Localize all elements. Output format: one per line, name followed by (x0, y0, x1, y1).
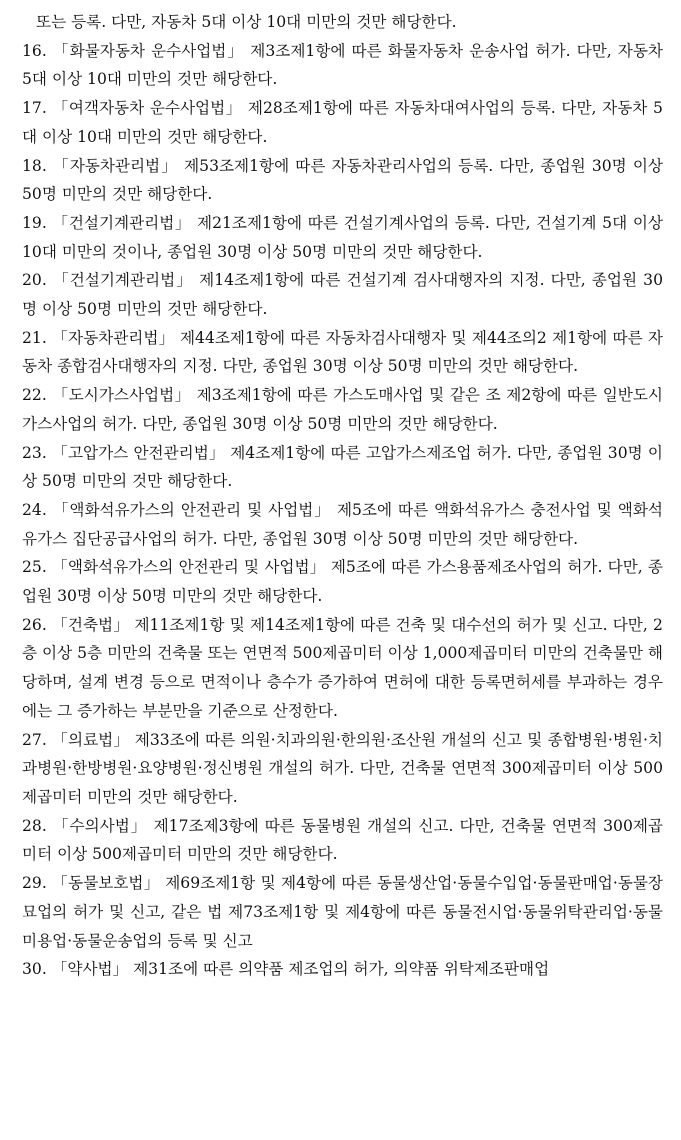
list-item-28 (22, 812, 663, 869)
item-number: 28. (22, 816, 47, 835)
item-number: 20. (22, 271, 47, 290)
list-item-20 (22, 266, 663, 323)
list-item-18 (22, 152, 663, 209)
list-item-19 (22, 209, 663, 266)
item-number: 29. (22, 874, 47, 893)
item-text: 「액화석유가스의 안전관리 및 사업법」 제5조에 따른 가스용품제조사업의 허가. 다만, 종업원 30명 이상 50명 미만의 것만 해당한다. (22, 558, 664, 606)
item-number: 17. (22, 99, 47, 118)
item-text: 「고압가스 안전관리법」 제4조제1항에 따른 고압가스제조업 허가. 다만, 종업원 30명 이상 50명 미만의 것만 해당한다. (22, 443, 663, 491)
list-item-23 (22, 439, 663, 496)
item-number: 30. (22, 960, 47, 979)
item-text: 「액화석유가스의 안전관리 및 사업법」 제5조에 따른 액화석유가스 충전사업 및 액화석유가스 집단공급사업의 허가. 다만, 종업원 30명 이상 50명 미만의 것만 해당한다. (22, 500, 663, 548)
list-item-17 (22, 94, 663, 151)
list-item-26 (22, 611, 663, 726)
item-number: 23. (22, 443, 47, 462)
list-item-25 (22, 553, 663, 610)
item-text: 「도시가스사업법」 제3조제1항에 따른 가스도매사업 및 같은 조 제2항에 따른 일반도시가스사업의 허가. 다만, 종업원 30명 이상 50명 미만의 것만 해당한다. (22, 386, 663, 433)
list-item-16 (22, 37, 663, 94)
item-text: 또는 등록. 다만, 자동차 5대 이상 10대 미만의 것만 해당한다. (36, 13, 457, 31)
list-item-24 (22, 496, 663, 553)
list-item-22 (22, 381, 663, 438)
item-text: 「의료법」 제33조에 따른 의원·치과의원·한의원·조산원 개설의 신고 및 종합병원·병원·치과병원·한방병원·요양병원·정신병원 개설의 허가. 다만, 건축물 연면적 300제곱미터 이상 500제곱미터 미만의 것만 해당한다. (22, 730, 663, 806)
list-item-21 (22, 324, 663, 381)
item-text: 「건축법」 제11조제1항 및 제14조제1항에 따른 건축 및 대수선의 허가 및 신고. 다만, 2층 이상 5층 미만의 건축물 또는 연면적 500제곱미터 이상 1,000제곱미터 미만의 건축물만 해당하며, 설계 변경 등으로 면적이나 층수가 증가하여 면허에 대한 등록면허세를 부과하는 경우에는 그 증가하는 부분만을 기준으로 산정한다. (22, 615, 663, 720)
list-item-29 (22, 869, 663, 955)
item-number: 22. (22, 386, 47, 405)
list-item-27 (22, 726, 663, 812)
item-text: 「동물보호법」 제69조제1항 및 제4항에 따른 동물생산업·동물수입업·동물판매업·동물장묘업의 허가 및 신고, 같은 법 제73조제1항 및 제4항에 따른 동물전시업·동물위탁관리업·동물미용업·동물운송업의 등록 및 신고 (22, 874, 663, 950)
item-text: 「자동차관리법」 제44조제1항에 따른 자동차검사대행자 및 제44조의2 제1항에 따른 자동차 종합검사대행자의 지정. 다만, 종업원 30명 이상 50명 미만의 것만 해당한다. (22, 328, 663, 376)
item-number: 24. (22, 500, 47, 519)
item-number: 16. (22, 41, 47, 60)
item-text: 「자동차관리법」 제53조제1항에 따른 자동차관리사업의 등록. 다만, 종업원 30명 이상 50명 미만의 것만 해당한다. (22, 156, 663, 204)
item-text: 「수의사법」 제17조제3항에 따른 동물병원 개설의 신고. 다만, 건축물 연면적 300제곱미터 이상 500제곱미터 미만의 것만 해당한다. (22, 816, 663, 864)
item-number: 21. (22, 328, 47, 347)
item-number: 25. (22, 558, 47, 577)
item-text: 「건설기계관리법」 제21조제1항에 따른 건설기계사업의 등록. 다만, 건설기계 5대 이상 10대 미만의 것이나, 종업원 30명 이상 50명 미만의 것만 해당한다. (22, 213, 663, 261)
item-number: 18. (22, 156, 47, 175)
list-item-30 (22, 955, 663, 984)
list-item-continuation (22, 8, 663, 37)
item-number: 26. (22, 615, 47, 634)
item-number: 27. (22, 730, 47, 749)
item-number: 19. (22, 213, 47, 232)
item-text: 「화물자동차 운수사업법」 제3조제1항에 따른 화물자동차 운송사업 허가. 다만, 자동차 5대 이상 10대 미만의 것만 해당한다. (22, 41, 663, 89)
item-text: 「약사법」 제31조에 따른 의약품 제조업의 허가, 의약품 위탁제조판매업 (51, 960, 550, 979)
item-text: 「여객자동차 운수사업법」 제28조제1항에 따른 자동차대여사업의 등록. 다만, 자동차 5대 이상 10대 미만의 것만 해당한다. (22, 99, 663, 146)
item-text: 「건설기계관리법」 제14조제1항에 따른 건설기계 검사대행자의 지정. 다만, 종업원 30명 이상 50명 미만의 것만 해당한다. (22, 271, 663, 319)
